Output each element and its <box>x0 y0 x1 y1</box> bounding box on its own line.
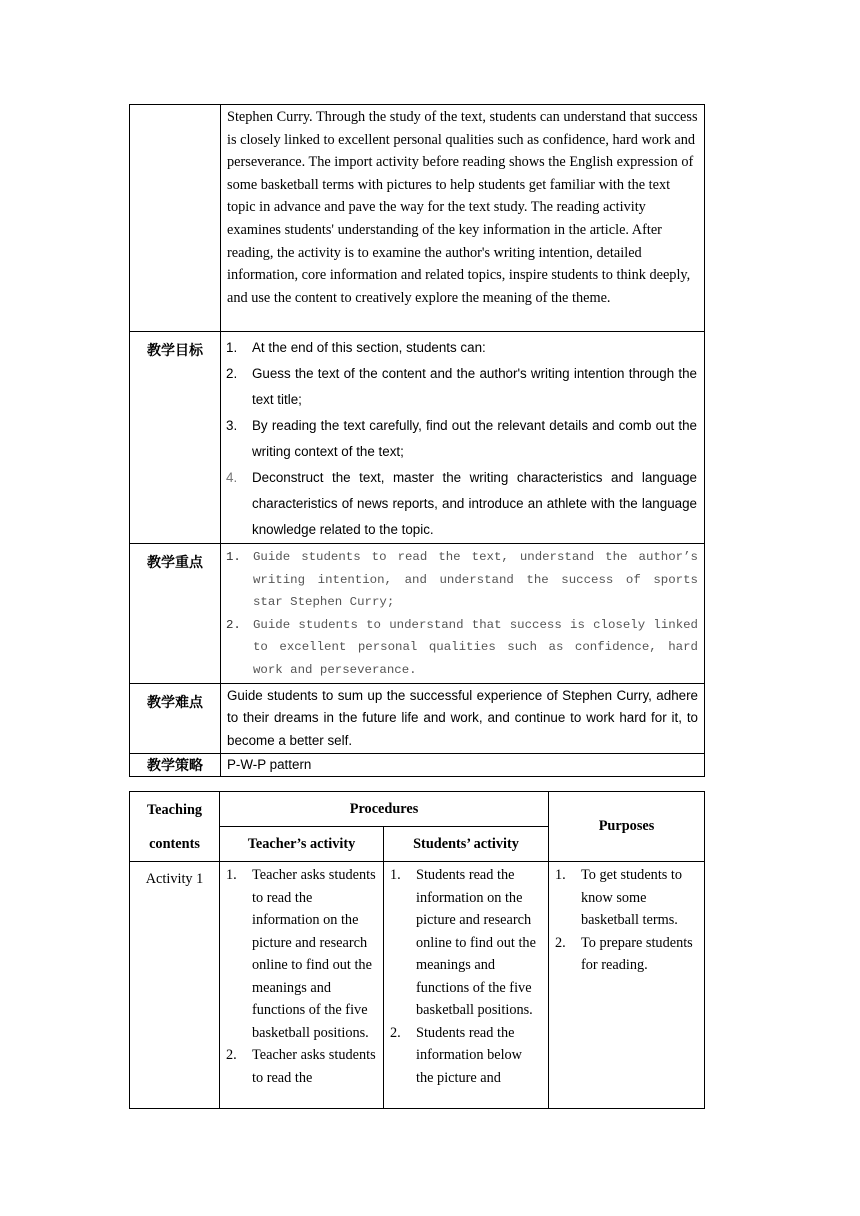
strategy-row <box>130 753 705 776</box>
purpose-item: 2. To prepare students for reading. <box>555 934 693 973</box>
students-activity-list <box>390 864 542 1089</box>
contents-header-text: contents <box>149 835 200 852</box>
objectives-list <box>221 332 704 543</box>
purposes-cell <box>549 862 705 1109</box>
strategy-cell <box>221 753 705 776</box>
key-points-label: 教学重点 <box>130 544 221 684</box>
key-point-item: 2. Guide students to understand that success is closely linked to excellent personal qualities such as confidence, hard work and perseverance. <box>226 617 698 677</box>
intro-row <box>130 105 705 332</box>
intro-label-cell <box>130 105 221 332</box>
students-activity-header: Students’ activity <box>384 827 549 862</box>
purposes-header: Purposes <box>549 792 705 862</box>
objective-item: 4. Deconstruct the text, master the writing characteristics and language characteristics of news reports, and introduce an athlete with the language knowledge related to the topic. <box>226 470 697 537</box>
objective-item: 2. Guess the text of the content and the author's writing intention through the text title; <box>226 366 697 407</box>
teaching-contents-header <box>130 792 220 862</box>
strategy-label: 教学策略 <box>130 753 221 776</box>
teacher-activity-item: 1. Teacher asks students to read the information on the picture and research online to find out the meanings and functions of the five basketball positions. <box>226 867 376 1041</box>
teacher-activity-header: Teacher’s activity <box>220 827 384 862</box>
difficulties-cell <box>221 684 705 754</box>
header-row-1 <box>130 792 705 827</box>
teacher-activity-cell <box>220 862 384 1109</box>
objective-item: 1. At the end of this section, students can: <box>226 340 486 355</box>
students-activity-cell <box>384 862 549 1109</box>
students-activity-item: 1. Students read the information on the picture and research online to find out the meanings and functions of the five basketball positions. <box>390 867 536 1018</box>
difficulties-label: 教学难点 <box>130 684 221 754</box>
procedures-header: Procedures <box>220 792 549 827</box>
objectives-label: 教学目标 <box>130 332 221 544</box>
key-point-item: 1. Guide students to read the text, understand the author’s writing intention, and understand the success of sports star Stephen Curry; <box>226 550 698 609</box>
students-activity-item: 2. Students read the information below the picture and <box>390 1024 523 1086</box>
lesson-plan-table <box>129 104 705 777</box>
strategy-text: P-W-P pattern <box>227 756 312 772</box>
key-points-row <box>130 544 705 684</box>
teaching-header-text: Teaching <box>146 801 203 818</box>
objectives-row <box>130 332 705 544</box>
purpose-item: 1. To get students to know some basketball terms. <box>555 867 683 928</box>
difficulties-text: Guide students to sum up the successful experience of Stephen Curry, adhere to their dreams in the future life and work, and continue to work hard for it, to become a better self. <box>227 688 698 748</box>
intro-text: Stephen Curry. Through the study of the text, students can understand that success is closely linked to excellent personal qualities such as confidence, hard work and perseverance. The import activity before reading shows the English expression of some basketball terms with pictures to help students get familiar with the text topic in advance and pave the way for the text study. The reading activity examines students' understanding of the key information in the article. After reading, the activity is to examine the author's writing intention, detailed information, core information and related topics, inspire students to think deeply, and use the content to creatively explore the meaning of the theme. <box>227 109 698 306</box>
difficulties-row <box>130 684 705 754</box>
objective-item: 3. By reading the text carefully, find out the relevant details and comb out the writing context of the text; <box>226 418 697 459</box>
activity-row <box>130 862 705 1109</box>
activity-content-cell: Activity 1 <box>130 862 220 1109</box>
objectives-cell <box>221 332 705 544</box>
procedures-table <box>129 791 705 1109</box>
key-points-cell <box>221 544 705 684</box>
key-points-list <box>221 544 704 683</box>
intro-cell <box>221 105 705 332</box>
teacher-activity-list <box>226 864 377 1089</box>
teacher-activity-item: 2. Teacher asks students to read the <box>226 1047 376 1086</box>
purposes-list <box>555 864 698 977</box>
